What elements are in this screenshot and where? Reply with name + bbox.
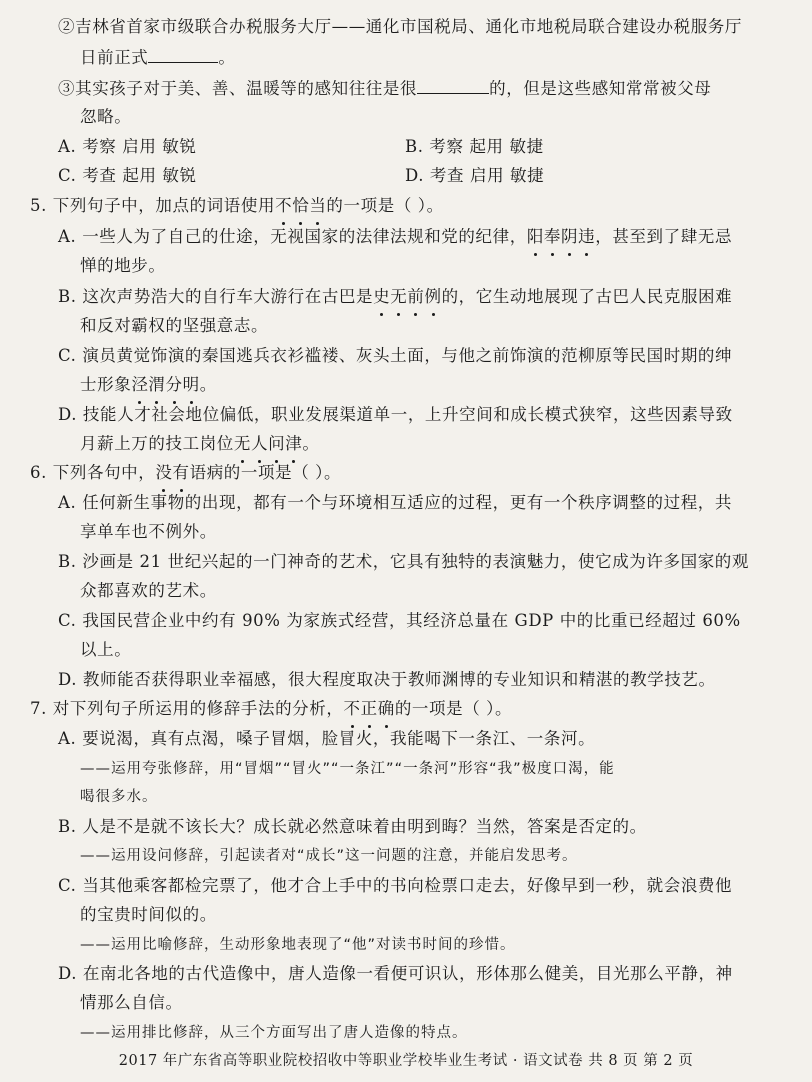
q7-option-c-line1: C. 当其他乘客都检完票了，他才合上手中的书向检票口走去，好像早到一秒，就会浪费他 bbox=[58, 876, 733, 895]
q4-option-c: C. 考查 起用 敏锐 bbox=[58, 166, 197, 185]
q5-stem: 5. 下列句子中，加点的词语使用不恰当的一项是（ ）。 bbox=[30, 193, 444, 219]
q7-option-c-analysis: ——运用比喻修辞，生动形象地表现了“他”对读书时间的珍惜。 bbox=[80, 937, 516, 953]
q6-option-b-line2: 众都喜欢的艺术。 bbox=[80, 581, 217, 600]
dotted-text: 史无前例 bbox=[373, 287, 441, 306]
dotted-text: 没有 bbox=[155, 463, 189, 482]
q5-option-a-line1: A. 一些人为了自己的仕途，无视国家的法律法规和党的纪律，阳奉阴违，甚至到了肆无忌 bbox=[58, 224, 732, 250]
q7-option-a-analysis-line2: 喝很多水。 bbox=[80, 789, 158, 805]
q4-option-a: A. 考察 启用 敏锐 bbox=[58, 137, 197, 156]
q4-option-b: B. 考察 起用 敏捷 bbox=[405, 137, 544, 156]
q7-option-d-line2: 情那么自信。 bbox=[80, 993, 183, 1012]
q5-option-b-line2: 和反对霸权的坚强意志。 bbox=[80, 316, 269, 335]
q6-option-c-line1: C. 我国民营企业中约有 90% 为家族式经营，其经济总量在 GDP 中的比重已经超过 60% bbox=[58, 611, 741, 630]
answer-blank bbox=[148, 44, 218, 63]
page-footer: 2017 年广东省高等职业院校招收中等职业学校毕业生考试 · 语文试卷 共 8 页 第 2 页 bbox=[118, 1053, 694, 1069]
q5-option-c-line1: C. 演员黄觉饰演的秦国逃兵衣衫褴褛、灰头土面，与他之前饰演的范柳原等民国时期的绅 bbox=[58, 346, 733, 365]
q5-option-a-line2: 惮的地步。 bbox=[80, 256, 166, 275]
q6-option-d: D. 教师能否获得职业幸福感，很大程度取决于教师渊博的专业知识和精湛的教学技艺。 bbox=[58, 670, 716, 689]
q6-stem: 6. 下列各句中，没有语病的一项是（ ）。 bbox=[30, 460, 341, 486]
dotted-text: 泾渭分明 bbox=[131, 375, 199, 394]
q6-option-c-line2: 以上。 bbox=[80, 640, 132, 659]
dotted-text: 不恰当 bbox=[275, 196, 326, 215]
q7-option-b-analysis: ——运用设问修辞，引起读者对“成长”这一问题的注意，并能启发思考。 bbox=[80, 848, 578, 864]
q6-option-b-line1: B. 沙画是 21 世纪兴起的一门神奇的艺术，它具有独特的表演魅力，使它成为许多国家的观 bbox=[58, 552, 749, 571]
answer-blank bbox=[417, 75, 489, 94]
q7-option-a-line1: A. 要说渴，真有点渴，嗓子冒烟，脸冒火，我能喝下一条江、一条河。 bbox=[58, 729, 596, 748]
q4-item3-line1: ③其实孩子对于美、善、温暖等的感知往往是很 的，但是这些感知常常被父母 bbox=[58, 75, 711, 102]
dotted-text: 无人问津 bbox=[234, 434, 302, 453]
q5-option-b-line1: B. 这次声势浩大的自行车大游行在古巴是史无前例的，它生动地展现了古巴人民克服困难 bbox=[58, 284, 732, 310]
q6-option-a-line2: 享单车也不例外。 bbox=[80, 522, 217, 541]
q7-option-c-line2: 的宝贵时间似的。 bbox=[80, 905, 217, 924]
q7-option-d-analysis: ——运用排比修辞，从三个方面写出了唐人造像的特点。 bbox=[80, 1025, 468, 1041]
q7-stem: 7. 对下列句子所运用的修辞手法的分析，不正确的一项是（ ）。 bbox=[30, 696, 512, 722]
q7-option-d-line1: D. 在南北各地的古代造像中，唐人造像一看便可识认，形体那么健美，目光那么平静，神 bbox=[58, 964, 733, 983]
q4-item3-line2: 忽略。 bbox=[80, 107, 132, 126]
q4-item2-line2: 日前正式 。 bbox=[80, 44, 236, 71]
q4-option-d: D. 考查 启用 敏捷 bbox=[405, 166, 545, 185]
q7-option-a-analysis-line1: ——运用夸张修辞，用“冒烟”“冒火”“一条江”“一条河”形容“我”极度口渴，能 bbox=[80, 761, 615, 777]
dotted-text: 阳奉阴违 bbox=[527, 227, 595, 246]
q5-option-d-line1: D. 技能人才社会地位偏低，职业发展渠道单一，上升空间和成长模式狭窄，这些因素导致 bbox=[58, 405, 733, 424]
dotted-text: 不正确 bbox=[344, 699, 395, 718]
q4-item2-line1: ②吉林省首家市级联合办税服务大厅——通化市国税局、通化市地税局联合建设办税服务厅 bbox=[58, 17, 742, 36]
q7-option-b-line1: B. 人是不是就不该长大？成长就必然意味着由明到晦？当然，答案是否定的。 bbox=[58, 817, 647, 836]
q5-option-d-line2: 月薪上万的技工岗位无人问津。 bbox=[80, 431, 319, 457]
q5-option-c-line2: 士形象泾渭分明。 bbox=[80, 372, 217, 398]
q6-option-a-line1: A. 任何新生事物的出现，都有一个与环境相互适应的过程，更有一个秩序调整的过程，共 bbox=[58, 493, 733, 512]
